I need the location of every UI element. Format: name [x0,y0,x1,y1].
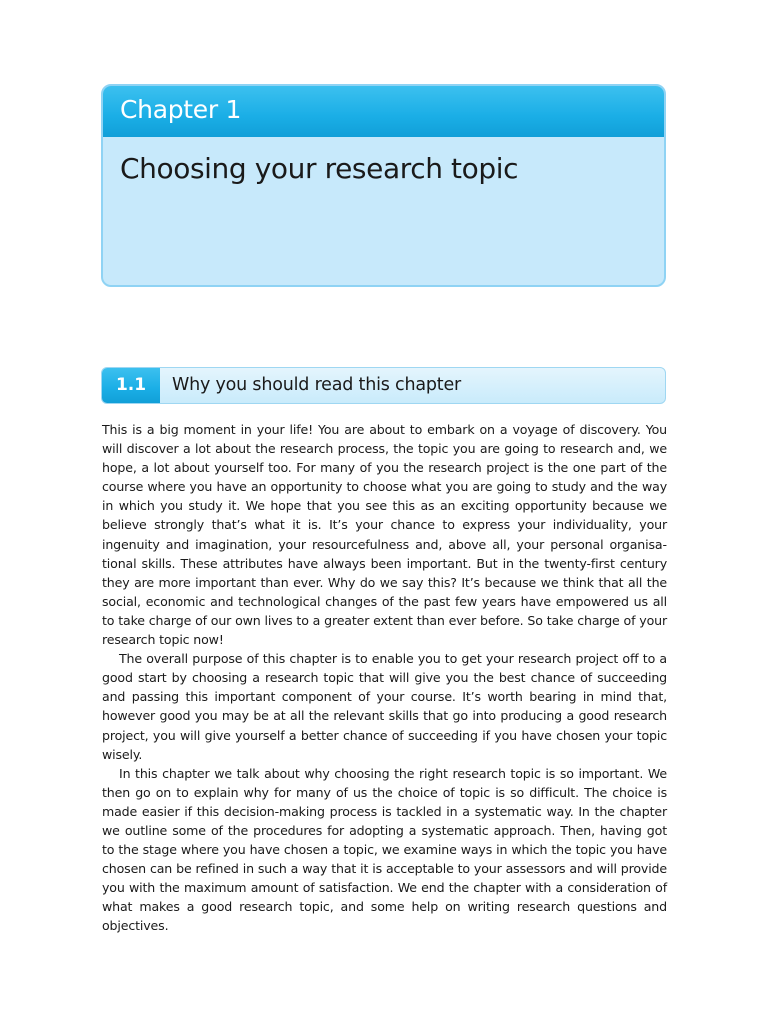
chapter-header [101,84,666,287]
chapter-label: Chapter 1 [120,95,242,124]
section-title: Why you should read this chapter [172,375,462,395]
paragraph: In this chapter we talk about why choosing the right research topic is so important. We then go on to explain why for many of us the choice of topic is so difficult. The choice is made easier if this decision-making process is tackled in a systematic way. In the chapter we outline some of the procedures for adopting a systematic approach. Then, having got to the stage where you have chosen a topic, we examine ways in which the topic you have chosen can be refined in such a way that it is acceptable to your assessors and will provide you with the maximum amount of satisfaction. We end the chapter with a consideration of what makes a good research topic, and some help on writing research questions and objectives. [102,765,667,934]
paragraph: The overall purpose of this chapter is to enable you to get your research project off to a good start by choosing a research topic that will give you the best chance of succeeding and passing this important component of your course. It’s worth bearing in mind that, however good you may be at all the relevant skills that go into producing a good research project, you will give yourself a better chance of succeeding if you have chosen your topic wisely. [102,651,667,762]
body-text [102,420,667,936]
section-header [101,367,666,404]
chapter-title: Choosing your research topic [120,152,519,185]
section-number: 1.1 [102,368,160,403]
paragraph: This is a big moment in your life! You are about to embark on a voyage of discovery. You will discover a lot about the research process, the topic you are going to research and, we hope, a lot about yourself too. For many of you the research project is the one part of the course where you have an opportunity to choose what you are going to study and the way in which you study it. We hope that you see this as an exciting opportunity because we believe strongly that’s what it is. It’s your chance to express your individuality, your ingenuity and imagination, your resourcefulness and, above all, your personal organisational skills. These attributes have always been important. But in the twenty-first century they are more important than ever. Why do we say this? It’s because we think that all the social, economic and technological changes of the past few years have empowered us all to take charge of our own lives to a greater extent than ever before. So take charge of your research topic now! [102,422,667,648]
chapter-label-bar [103,86,664,137]
